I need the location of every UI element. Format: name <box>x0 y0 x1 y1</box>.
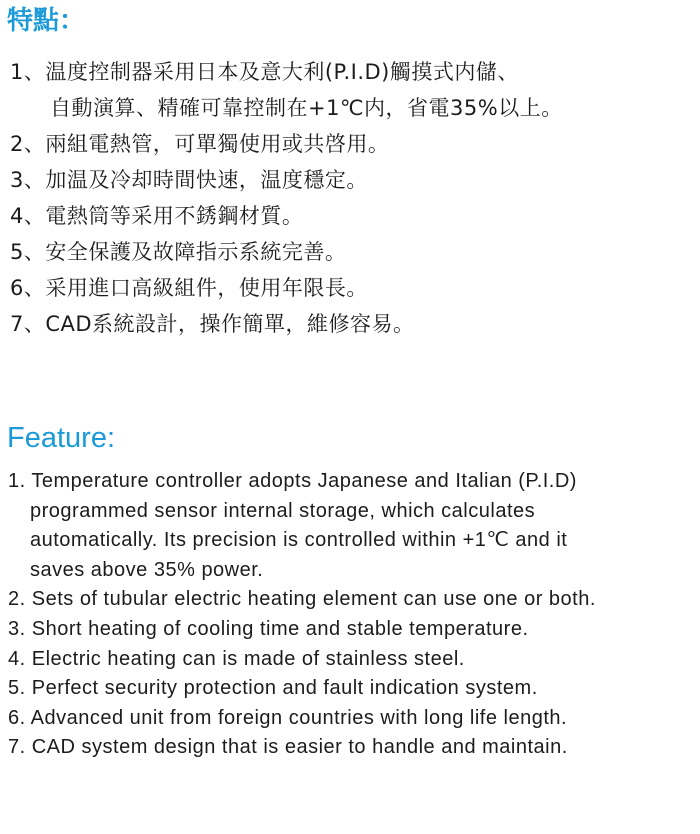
feature-line: 5. Perfect security protection and fault indication system. <box>8 677 538 700</box>
feature-line: 6. Advanced unit from foreign countries with long life length. <box>8 706 568 729</box>
feature-line: 2、兩組電熱管，可單獨使用或共啓用。 <box>10 132 390 156</box>
feature-line: 4. Electric heating can is made of stainless steel. <box>8 647 465 670</box>
feature-item-en-6 <box>8 704 698 734</box>
feature-item-en-1 <box>8 467 698 585</box>
features-list-cn <box>10 54 694 342</box>
feature-item-en-3 <box>8 615 698 645</box>
feature-item-cn-1 <box>10 54 694 126</box>
feature-item-en-4 <box>8 645 698 675</box>
feature-line: 1. Temperature controller adopts Japanese and Italian (P.I.D) <box>8 470 577 492</box>
feature-item-cn-5 <box>10 234 694 270</box>
feature-line: 7、CAD系統設計，操作簡單，維修容易。 <box>10 312 415 336</box>
feature-line-continuation: automatically. Its precision is controlled within +1℃ and it <box>30 529 568 552</box>
feature-line: 6、采用進口高級組件，使用年限長。 <box>10 276 368 300</box>
feature-line: 2. Sets of tubular electric heating element can use one or both. <box>8 588 596 611</box>
features-heading-cn: 特點： <box>7 6 86 36</box>
feature-line: 3、加温及冷却時間快速，温度穩定。 <box>10 168 368 192</box>
feature-item-cn-6 <box>10 270 694 306</box>
feature-line: 3. Short heating of cooling time and stable temperature. <box>8 617 529 640</box>
feature-item-en-2 <box>8 585 698 615</box>
features-heading-en: Feature: <box>7 422 115 454</box>
feature-line: 5、安全保護及故障指示系統完善。 <box>10 240 347 264</box>
feature-line: 7. CAD system design that is easier to handle and maintain. <box>8 736 568 759</box>
feature-line-continuation: programmed sensor internal storage, which calculates <box>30 499 536 522</box>
feature-item-cn-7 <box>10 306 694 342</box>
feature-item-cn-2 <box>10 126 694 162</box>
features-list-en <box>8 467 698 763</box>
feature-item-en-7 <box>8 733 698 763</box>
feature-line: 1、温度控制器采用日本及意大利(P.I.D)觸摸式内儲、 <box>10 60 519 84</box>
feature-item-cn-3 <box>10 162 694 198</box>
feature-item-cn-4 <box>10 198 694 234</box>
feature-item-en-5 <box>8 674 698 704</box>
feature-line: 4、電熱筒等采用不銹鋼材質。 <box>10 204 304 228</box>
feature-line-continuation: 自動演算、精確可靠控制在+1℃内，省電35%以上。 <box>50 96 563 120</box>
feature-line-continuation: saves above 35% power. <box>30 558 264 581</box>
